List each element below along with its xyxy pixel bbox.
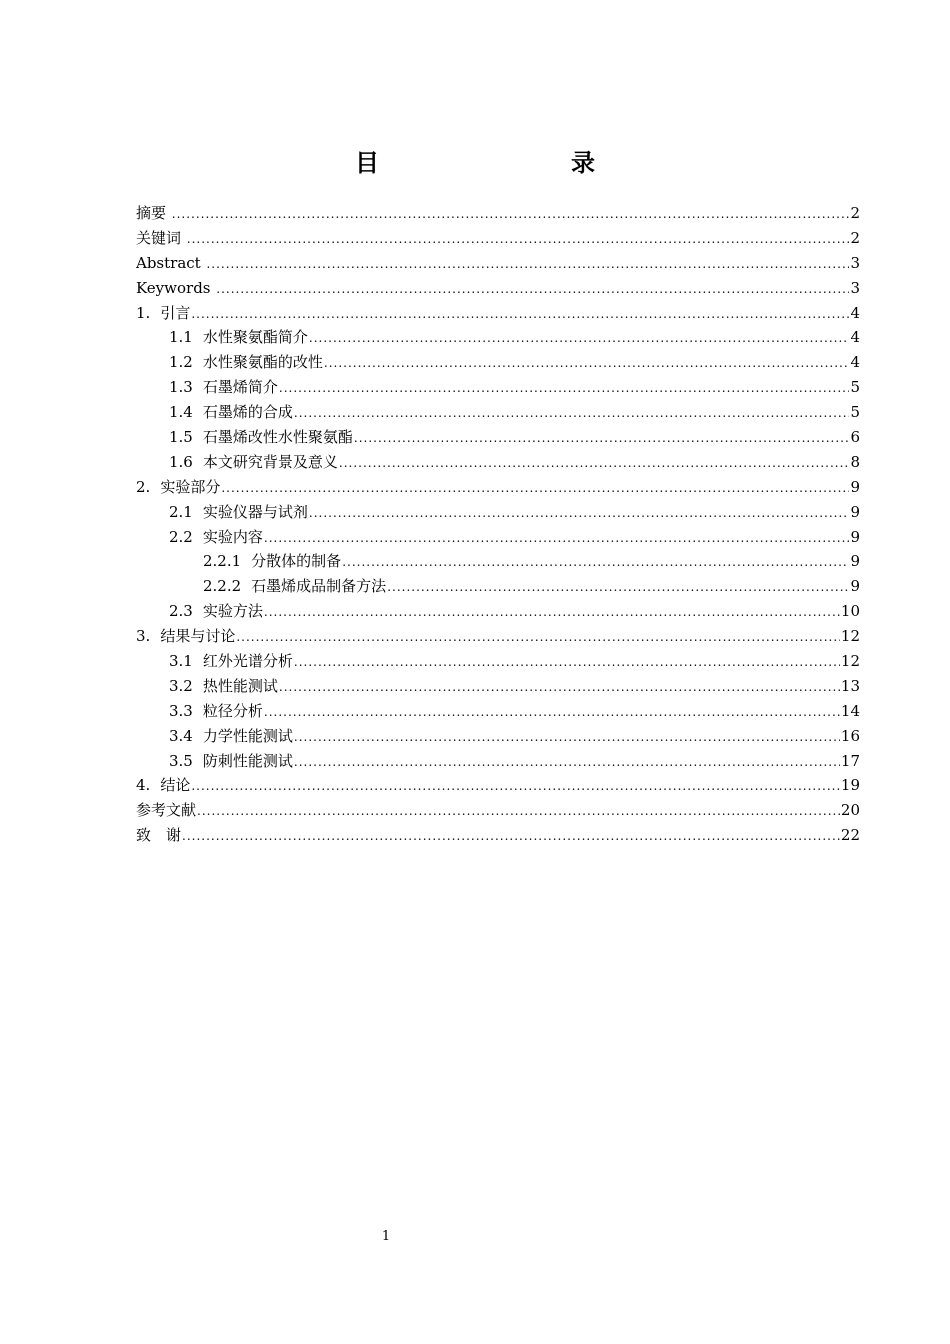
toc-entry-text: 石墨烯的合成 (202, 403, 293, 422)
toc-entry-label (136, 276, 215, 301)
toc-entry-number: 1.4 (169, 403, 193, 422)
toc-entry-label (203, 574, 386, 599)
toc-entry-text: 实验部分 (160, 477, 221, 496)
toc-entry-text: Abstract (136, 253, 206, 272)
toc-entry-text: 分散体的制备 (251, 552, 342, 571)
toc-entry-text: 红外光谱分析 (202, 652, 293, 671)
toc-entry-text: 实验内容 (202, 527, 263, 546)
toc-entry[interactable] (136, 350, 860, 375)
toc-entry-text: 石墨烯成品制备方法 (251, 577, 387, 596)
toc-entry-number: 3.5 (169, 751, 193, 770)
toc-leader-dots (182, 824, 840, 848)
toc-entry-text: 防刺性能测试 (202, 751, 293, 770)
toc-entry[interactable] (136, 500, 860, 525)
toc-entry-page: 5 (850, 403, 860, 422)
toc-leader-dots (187, 227, 850, 251)
toc-entry-text: 致 谢 (136, 826, 182, 845)
table-of-contents (136, 201, 860, 848)
toc-entry-page: 14 (840, 701, 860, 720)
toc-entry-page: 17 (840, 751, 860, 770)
toc-entry-page: 16 (840, 726, 860, 745)
toc-entry-number: 3. (136, 627, 151, 646)
toc-leader-dots (206, 252, 849, 276)
toc-entry-label (136, 226, 186, 251)
toc-entry-page: 4 (850, 353, 860, 372)
toc-entry[interactable] (136, 525, 860, 550)
toc-entry-text: 热性能测试 (202, 676, 278, 695)
toc-entry[interactable] (136, 226, 860, 251)
toc-entry-page: 2 (850, 228, 860, 247)
toc-entry-page: 19 (840, 776, 860, 795)
toc-entry-label (169, 450, 338, 475)
toc-entry-page: 5 (850, 378, 860, 397)
toc-entry-text: 石墨烯改性水性聚氨酯 (202, 428, 353, 447)
toc-entry[interactable] (136, 798, 860, 823)
toc-entry-label (169, 724, 293, 749)
toc-leader-dots (191, 774, 840, 798)
toc-entry-page: 4 (850, 328, 860, 347)
toc-entry[interactable] (136, 674, 860, 699)
toc-entry-label (169, 400, 293, 425)
toc-entry-number: 1. (136, 303, 151, 322)
toc-entry-label (203, 549, 341, 574)
toc-entry-number: 2.2 (169, 527, 193, 546)
toc-entry-number: 1.6 (169, 452, 193, 471)
toc-entry[interactable] (136, 549, 860, 574)
toc-entry-number: 2.3 (169, 602, 193, 621)
toc-entry-label (169, 599, 263, 624)
toc-entry-text: 结果与讨论 (160, 627, 236, 646)
toc-entry-number: 1.2 (169, 353, 193, 372)
toc-entry-text: 关键词 (136, 228, 186, 247)
toc-leader-dots (309, 501, 850, 525)
toc-entry-page: 3 (850, 253, 860, 272)
toc-entry[interactable] (136, 276, 860, 301)
toc-leader-dots (197, 799, 840, 823)
toc-entry-label (136, 798, 196, 823)
toc-entry-text: 本文研究背景及意义 (202, 452, 338, 471)
toc-leader-dots (191, 302, 849, 326)
toc-entry[interactable] (136, 201, 860, 226)
toc-entry-label (169, 425, 353, 450)
toc-entry-number: 1.5 (169, 428, 193, 447)
page-number: 1 (381, 1229, 391, 1244)
toc-leader-dots (294, 725, 840, 749)
toc-entry-text: 摘要 (136, 204, 171, 222)
toc-entry-label (169, 674, 278, 699)
toc-leader-dots (221, 476, 849, 500)
toc-entry-page: 2 (850, 204, 860, 222)
toc-entry-text: 结论 (160, 776, 191, 795)
toc-leader-dots (294, 401, 850, 425)
toc-entry-number: 2.2.2 (203, 577, 242, 596)
toc-entry-page: 4 (850, 303, 860, 322)
toc-entry-page: 6 (850, 428, 860, 447)
toc-entry-text: 参考文献 (136, 801, 197, 820)
toc-entry-text: 石墨烯简介 (202, 378, 278, 397)
toc-entry-label (169, 325, 308, 350)
toc-entry-text: 引言 (160, 303, 191, 322)
toc-entry-page: 13 (840, 676, 860, 695)
toc-entry[interactable] (136, 724, 860, 749)
toc-entry-number: 3.3 (169, 701, 193, 720)
toc-entry-label (169, 699, 263, 724)
toc-entry[interactable] (136, 400, 860, 425)
toc-entry[interactable] (136, 375, 860, 400)
toc-entry-page: 22 (840, 826, 860, 845)
toc-entry[interactable] (136, 599, 860, 624)
toc-entry-number: 3.1 (169, 652, 193, 671)
toc-leader-dots (172, 202, 850, 226)
toc-entry[interactable] (136, 251, 860, 276)
toc-leader-dots (339, 451, 850, 475)
toc-leader-dots (324, 351, 850, 375)
toc-entry-number: 4. (136, 776, 151, 795)
toc-entry-page: 3 (850, 278, 860, 297)
toc-entry-page: 9 (850, 502, 860, 521)
toc-entry-number: 1.1 (169, 328, 193, 347)
toc-entry-page: 20 (840, 801, 860, 820)
toc-entry-page: 9 (850, 477, 860, 496)
toc-entry-text: 粒径分析 (202, 701, 263, 720)
toc-entry-text: 力学性能测试 (202, 726, 293, 745)
toc-leader-dots (387, 575, 849, 599)
toc-entry-text: 水性聚氨酯的改性 (202, 353, 323, 372)
toc-entry-label (136, 201, 171, 226)
toc-entry-label (136, 301, 190, 326)
toc-entry-label (136, 624, 235, 649)
toc-entry-number: 2.1 (169, 502, 193, 521)
toc-entry-label (169, 525, 263, 550)
toc-entry[interactable] (136, 649, 860, 674)
toc-leader-dots (354, 426, 850, 450)
toc-entry-label (169, 500, 308, 525)
toc-entry[interactable] (136, 773, 860, 798)
toc-entry[interactable] (136, 325, 860, 350)
toc-entry-text: 实验仪器与试剂 (202, 502, 308, 521)
toc-entry-page: 9 (850, 527, 860, 546)
toc-leader-dots (279, 376, 850, 400)
toc-entry-label (136, 475, 220, 500)
toc-entry-label (169, 350, 323, 375)
toc-entry-number: 2.2.1 (203, 552, 242, 571)
toc-leader-dots (342, 550, 849, 574)
toc-title: 目 录 (355, 149, 643, 177)
toc-entry[interactable] (136, 450, 860, 475)
toc-entry-text: Keywords (136, 278, 216, 297)
toc-entry-number: 3.2 (169, 676, 193, 695)
toc-entry-page: 12 (840, 652, 860, 671)
toc-leader-dots (216, 277, 849, 301)
toc-leader-dots (264, 526, 850, 550)
toc-entry-page: 9 (850, 552, 860, 571)
toc-entry-text: 水性聚氨酯简介 (202, 328, 308, 347)
toc-entry-label (136, 823, 181, 848)
toc-entry[interactable] (136, 624, 860, 649)
toc-entry[interactable] (136, 301, 860, 326)
toc-leader-dots (279, 675, 840, 699)
toc-entry-page: 12 (840, 627, 860, 646)
toc-entry-number: 2. (136, 477, 151, 496)
toc-entry-label (169, 375, 278, 400)
toc-entry-page: 9 (850, 577, 860, 596)
toc-entry[interactable] (136, 425, 860, 450)
toc-entry-page: 8 (850, 452, 860, 471)
toc-entry-label (169, 749, 293, 774)
toc-leader-dots (294, 650, 840, 674)
toc-entry-page: 10 (840, 602, 860, 621)
toc-entry[interactable] (136, 749, 860, 774)
toc-leader-dots (236, 625, 840, 649)
toc-entry-number: 1.3 (169, 378, 193, 397)
toc-leader-dots (309, 326, 850, 350)
toc-leader-dots (294, 750, 840, 774)
toc-entry-number: 3.4 (169, 726, 193, 745)
toc-entry-label (169, 649, 293, 674)
toc-entry[interactable] (136, 699, 860, 724)
toc-entry[interactable] (136, 823, 860, 848)
toc-entry-label (136, 251, 205, 276)
toc-leader-dots (264, 600, 840, 624)
toc-entry[interactable] (136, 574, 860, 599)
toc-entry-text: 实验方法 (202, 602, 263, 621)
toc-entry-label (136, 773, 190, 798)
toc-entry[interactable] (136, 475, 860, 500)
toc-leader-dots (264, 700, 840, 724)
